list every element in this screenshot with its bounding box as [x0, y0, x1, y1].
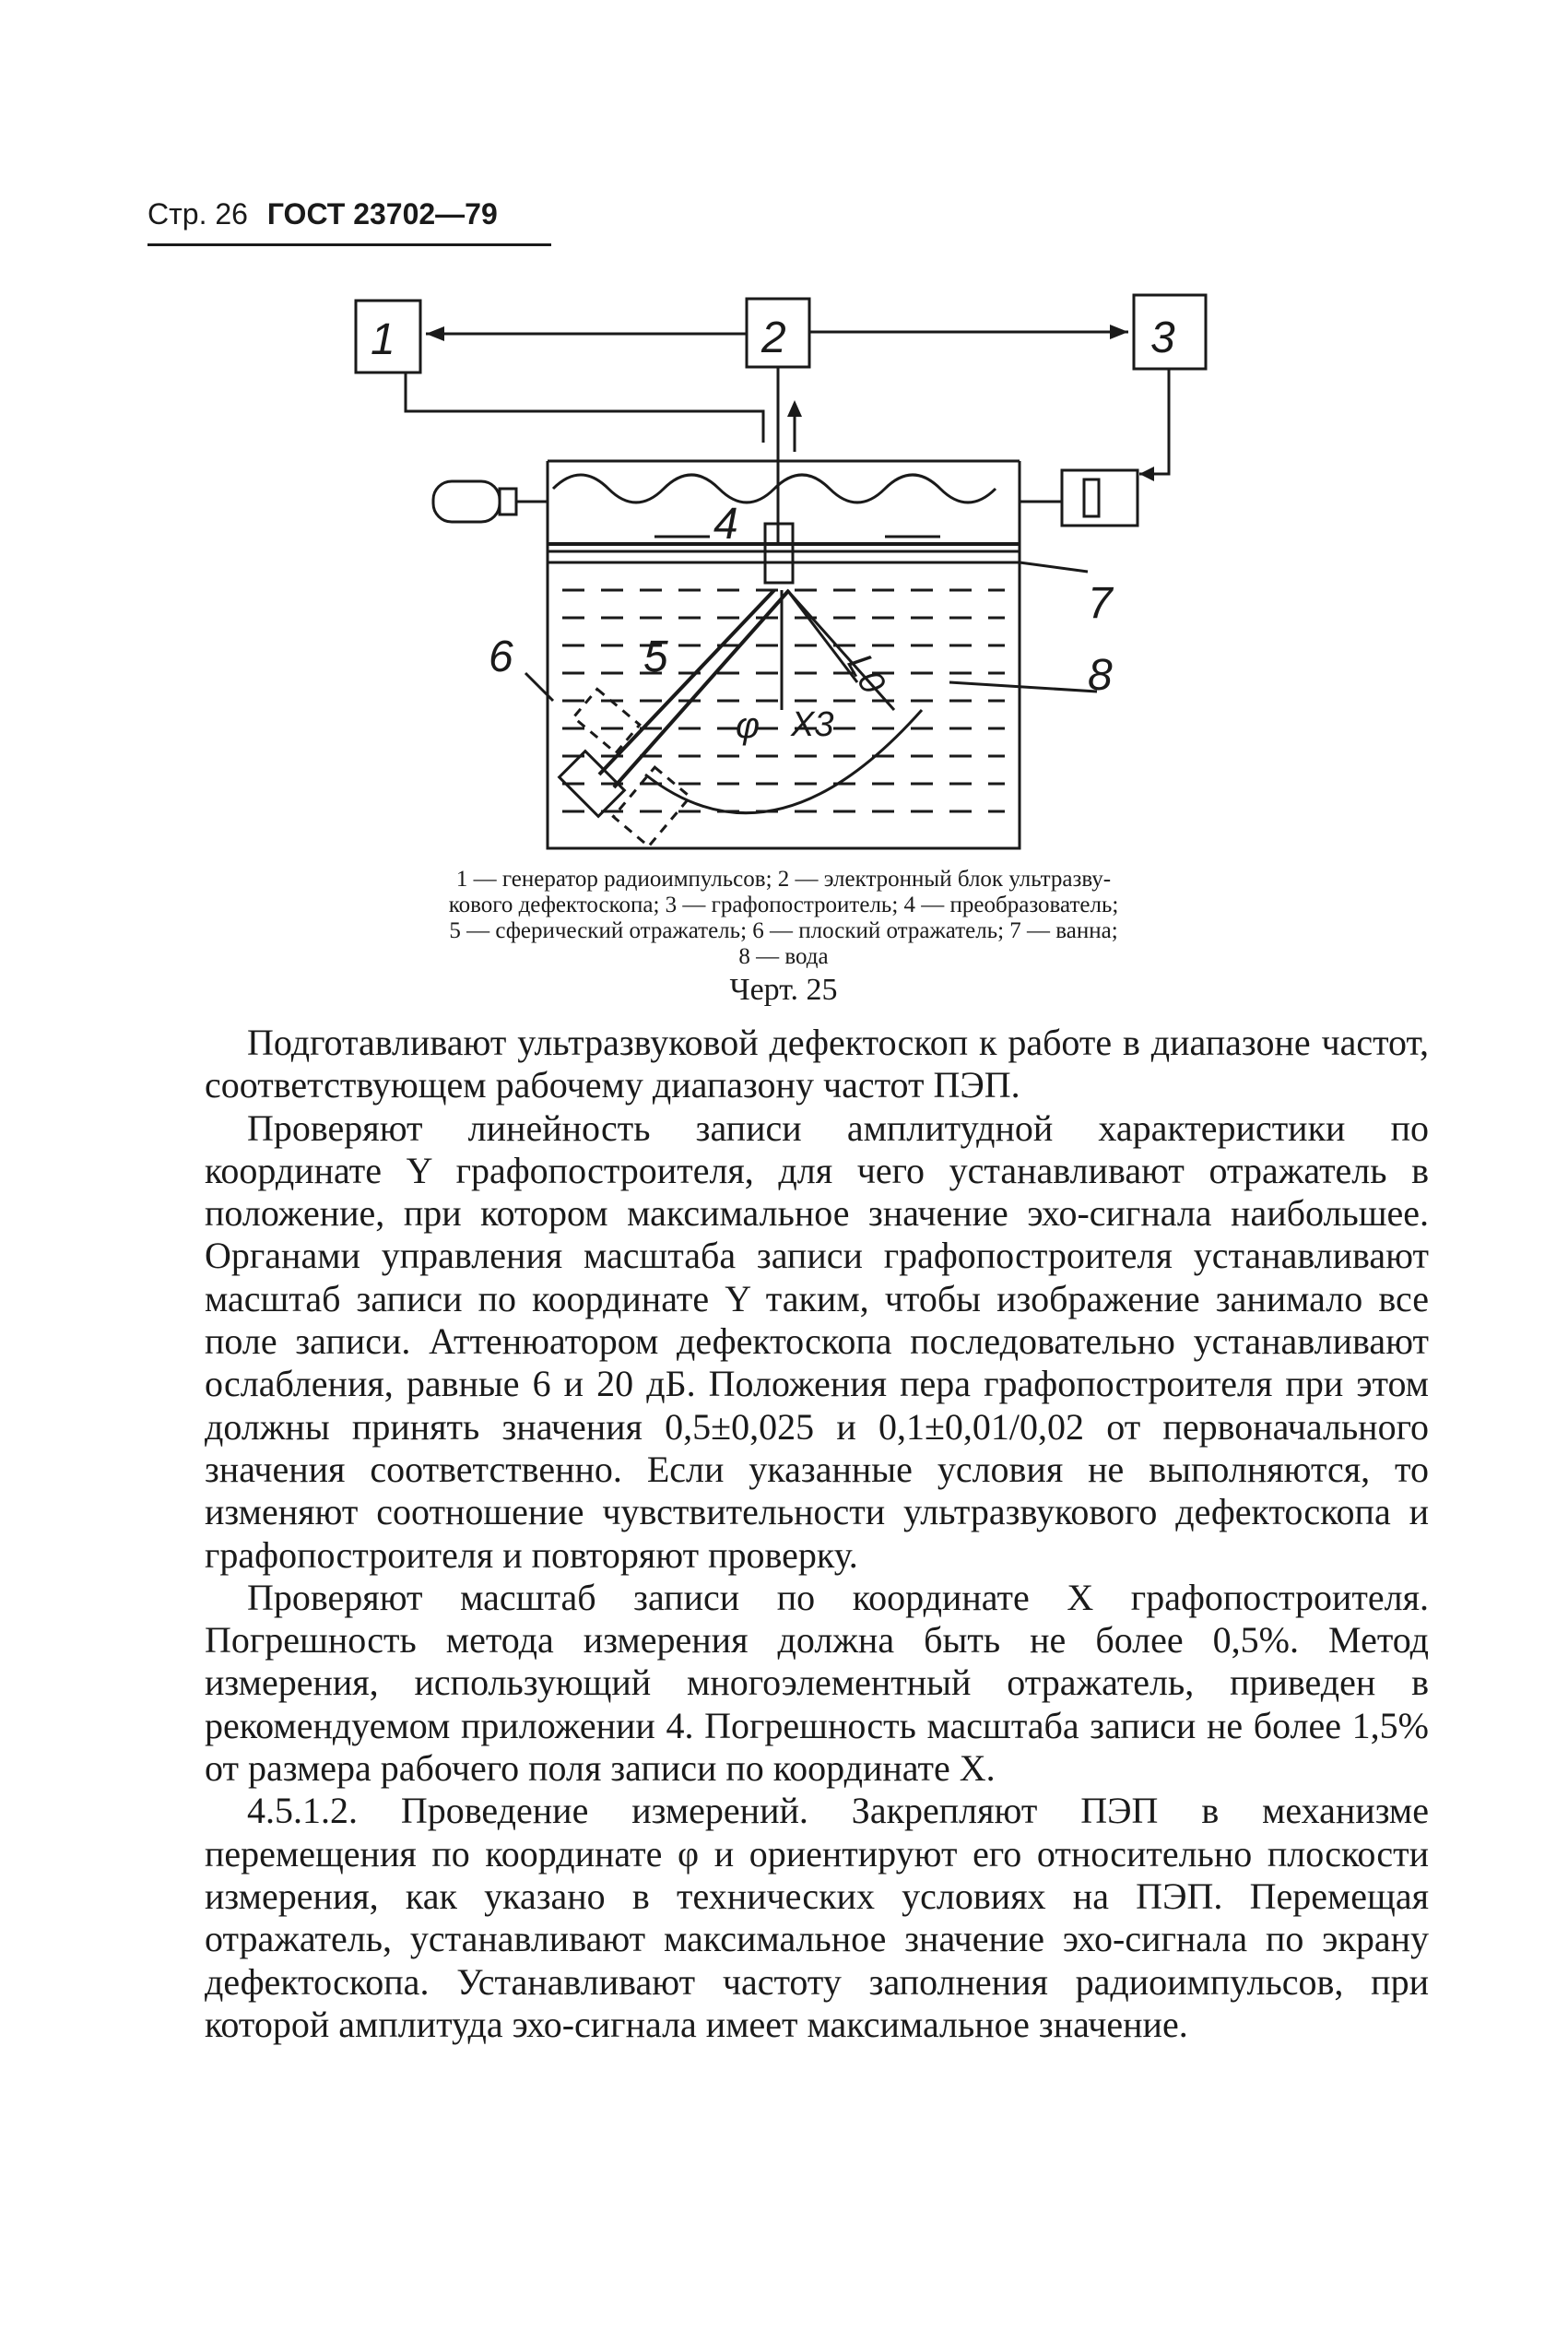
label-5: 5 [643, 633, 668, 681]
label-6: 6 [489, 633, 513, 681]
tank-7 [548, 461, 1020, 848]
caption-line-4: 8 — вода [738, 944, 829, 969]
paragraph-3: Проверяют масштаб записи по координате X графопостроителя. Погрешность метода измерения должна быть не более 0,5%. Метод измерения, использующий многоэлементный отражатель, приведен в рекомендуемом приложении 4. Погрешность масштаба записи не более 1,5% от размера рабочего поля записи по координате X. [205, 1576, 1429, 1790]
caption-line-1: 1 — генератор радиоимпульсов; 2 — электронный блок ультразву- [455, 867, 1112, 892]
label-phi: φ [736, 705, 760, 746]
label-3: 3 [1150, 313, 1175, 362]
label-2: 2 [761, 313, 786, 362]
label-1: 1 [371, 315, 395, 364]
paragraph-1: Подготавливают ультразвуковой дефектоскоп к работе в диапазоне частот, соответствующем рабочему диапазону частот ПЭП. [205, 1022, 1429, 1106]
diagram-figure-25 [341, 277, 1244, 867]
label-x3: X3 [791, 705, 834, 744]
body-text [205, 1022, 1429, 2046]
motor [433, 481, 500, 522]
header-rule [147, 243, 551, 246]
label-7: 7 [1088, 579, 1113, 628]
standard-number: ГОСТ 23702—79 [266, 197, 498, 231]
label-l0: L0 [839, 647, 893, 701]
scan-arc [645, 710, 922, 813]
paragraph-2: Проверяют линейность записи амплитудной характеристики по координате Y графопостроителя, для чего устанавливают отражатель в положение, при котором максимальное значение эхо-сигнала наибольшее. Органами управления масштаба записи графопостроителя устанавливают масштаб записи по координате Y таким, чтобы изображение занимало все поле записи. Аттенюатором дефектоскопа последовательно устанавливают ослабления, равные 6 и 20 дБ. Положения пера графопостроителя при этом должны принять значения 0,5±0,025 и 0,1±0,01/0,02 от первоначального значения соответственно. Если указанные условия не выполняются, то изменяют соотношение чувствительности ультразвукового дефектоскопа и графопостроителя и повторяют проверку. [205, 1106, 1429, 1576]
paragraph-4: 4.5.1.2. Проведение измерений. Закрепляют ПЭП в механизме перемещения по координате φ и ориентируют его относительно плоскости измерения, как указано в технических условиях на ПЭП. Перемещая отражатель, устанавливают максимальное значение эхо-сигнала по экрану дефектоскопа. Устанавливают частоту заполнения радиоимпульсов, при которой амплитуда эхо-сигнала имеет максимальное значение. [205, 1790, 1429, 2045]
caption-line-2: кового дефектоскопа; 3 — графопостроитель; 4 — преобразователь; [448, 893, 1119, 917]
caption-line-3: 5 — сферический отражатель; 6 — плоский отражатель; 7 — ванна; [449, 918, 1118, 943]
wavy-belt [553, 475, 996, 503]
page-header [147, 197, 553, 231]
page-number: Стр. 26 [147, 197, 248, 231]
figure-title: Черт. 25 [729, 973, 838, 1007]
label-8: 8 [1088, 651, 1113, 700]
figure-caption [304, 867, 1263, 970]
label-4: 4 [713, 500, 738, 549]
